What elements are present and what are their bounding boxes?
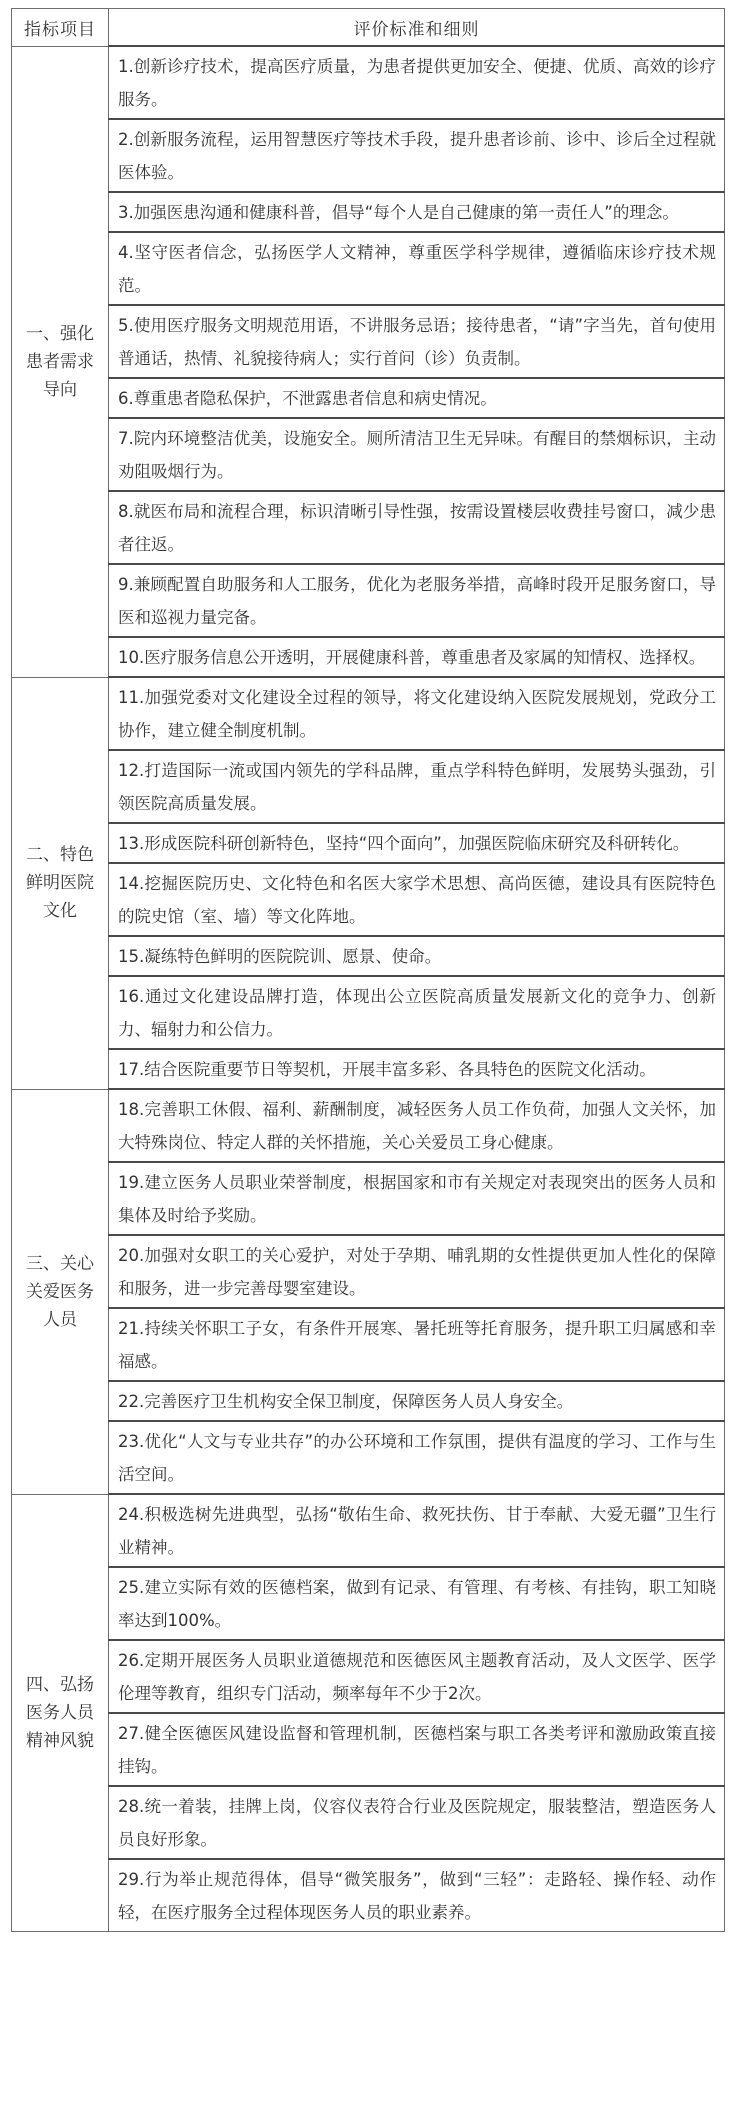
table-row xyxy=(12,119,725,192)
table-row xyxy=(12,750,725,823)
criteria-cell: 27.健全医德医风建设监督和管理机制，医德档案与职工各类考评和激励政策直接挂钩。 xyxy=(109,1713,725,1786)
criteria-cell: 11.加强党委对文化建设全过程的领导，将文化建设纳入医院发展规划，党政分工协作，建立健全制度机制。 xyxy=(109,677,725,750)
header-criteria: 评价标准和细则 xyxy=(109,9,725,47)
table-row xyxy=(12,1089,725,1162)
table-row xyxy=(12,1049,725,1089)
category-cell: 二、特色鲜明医院文化 xyxy=(12,677,109,1089)
table-row xyxy=(12,863,725,936)
table-row xyxy=(12,1786,725,1859)
criteria-cell: 4.坚守医者信念，弘扬医学人文精神，尊重医学科学规律，遵循临床诊疗技术规范。 xyxy=(109,232,725,305)
criteria-cell: 18.完善职工休假、福利、薪酬制度，减轻医务人员工作负荷，加强人文关怀，加大特殊岗位、特定人群的关怀措施，关心关爱员工身心健康。 xyxy=(109,1089,725,1162)
criteria-cell: 9.兼顾配置自助服务和人工服务，优化为老服务举措，高峰时段开足服务窗口，导医和巡视力量完备。 xyxy=(109,564,725,637)
category-cell: 一、强化患者需求导向 xyxy=(12,46,109,677)
criteria-cell: 23.优化“人文与专业共存”的办公环境和工作氛围，提供有温度的学习、工作与生活空间。 xyxy=(109,1421,725,1494)
criteria-cell: 16.通过文化建设品牌打造，体现出公立医院高质量发展新文化的竞争力、创新力、辐射力和公信力。 xyxy=(109,976,725,1049)
criteria-cell: 5.使用医疗服务文明规范用语，不讲服务忌语；接待患者，“请”字当先，首句使用普通话，热情、礼貌接待病人；实行首问（诊）负责制。 xyxy=(109,305,725,378)
criteria-cell: 14.挖掘医院历史、文化特色和名医大家学术思想、高尚医德，建设具有医院特色的院史馆（室、墙）等文化阵地。 xyxy=(109,863,725,936)
table-row xyxy=(12,637,725,677)
table-row xyxy=(12,564,725,637)
table-row xyxy=(12,418,725,491)
criteria-cell: 10.医疗服务信息公开透明，开展健康科普，尊重患者及家属的知情权、选择权。 xyxy=(109,637,725,677)
table-row xyxy=(12,1235,725,1308)
criteria-cell: 15.凝练特色鲜明的医院院训、愿景、使命。 xyxy=(109,936,725,976)
criteria-cell: 22.完善医疗卫生机构安全保卫制度，保障医务人员人身安全。 xyxy=(109,1381,725,1421)
evaluation-table xyxy=(11,8,725,1932)
table-row xyxy=(12,1859,725,1932)
header-indicator: 指标项目 xyxy=(12,9,109,47)
criteria-cell: 21.持续关怀职工子女，有条件开展寒、暑托班等托育服务，提升职工归属感和幸福感。 xyxy=(109,1308,725,1381)
criteria-cell: 24.积极选树先进典型，弘扬“敬佑生命、救死扶伤、甘于奉献、大爱无疆”卫生行业精神。 xyxy=(109,1494,725,1567)
criteria-cell: 3.加强医患沟通和健康科普，倡导“每个人是自己健康的第一责任人”的理念。 xyxy=(109,192,725,232)
table-row xyxy=(12,1713,725,1786)
table-row xyxy=(12,1162,725,1235)
header-row xyxy=(12,9,725,47)
category-cell: 三、关心关爱医务人员 xyxy=(12,1089,109,1494)
criteria-cell: 17.结合医院重要节日等契机，开展丰富多彩、各具特色的医院文化活动。 xyxy=(109,1049,725,1089)
criteria-cell: 20.加强对女职工的关心爱护，对处于孕期、哺乳期的女性提供更加人性化的保障和服务，进一步完善母婴室建设。 xyxy=(109,1235,725,1308)
table-body xyxy=(12,9,725,1932)
criteria-cell: 7.院内环境整洁优美，设施安全。厕所清洁卫生无异味。有醒目的禁烟标识，主动劝阻吸烟行为。 xyxy=(109,418,725,491)
table-row xyxy=(12,305,725,378)
table-row xyxy=(12,192,725,232)
table-row xyxy=(12,677,725,750)
criteria-cell: 13.形成医院科研创新特色，坚持“四个面向”，加强医院临床研究及科研转化。 xyxy=(109,823,725,863)
table-row xyxy=(12,1381,725,1421)
criteria-cell: 26.定期开展医务人员职业道德规范和医德医风主题教育活动，及人文医学、医学伦理等教育，组织专门活动，频率每年不少于2次。 xyxy=(109,1640,725,1713)
table-row xyxy=(12,1421,725,1494)
table-row xyxy=(12,232,725,305)
criteria-cell: 28.统一着装，挂牌上岗，仪容仪表符合行业及医院规定，服装整洁，塑造医务人员良好形象。 xyxy=(109,1786,725,1859)
criteria-cell: 2.创新服务流程，运用智慧医疗等技术手段，提升患者诊前、诊中、诊后全过程就医体验。 xyxy=(109,119,725,192)
table-row xyxy=(12,491,725,564)
criteria-cell: 25.建立实际有效的医德档案，做到有记录、有管理、有考核、有挂钩，职工知晓率达到100%。 xyxy=(109,1567,725,1640)
criteria-cell: 8.就医布局和流程合理，标识清晰引导性强，按需设置楼层收费挂号窗口，减少患者往返。 xyxy=(109,491,725,564)
criteria-cell: 19.建立医务人员职业荣誉制度，根据国家和市有关规定对表现突出的医务人员和集体及时给予奖励。 xyxy=(109,1162,725,1235)
table-row xyxy=(12,1494,725,1567)
criteria-cell: 1.创新诊疗技术，提高医疗质量，为患者提供更加安全、便捷、优质、高效的诊疗服务。 xyxy=(109,46,725,119)
table-row xyxy=(12,46,725,119)
category-cell: 四、弘扬医务人员精神风貌 xyxy=(12,1494,109,1932)
criteria-cell: 6.尊重患者隐私保护，不泄露患者信息和病史情况。 xyxy=(109,378,725,418)
criteria-cell: 29.行为举止规范得体，倡导“微笑服务”，做到“三轻”：走路轻、操作轻、动作轻，在医疗服务全过程体现医务人员的职业素养。 xyxy=(109,1859,725,1932)
table-row xyxy=(12,976,725,1049)
table-row xyxy=(12,823,725,863)
table-row xyxy=(12,1567,725,1640)
table-row xyxy=(12,936,725,976)
table-row xyxy=(12,1640,725,1713)
criteria-cell: 12.打造国际一流或国内领先的学科品牌，重点学科特色鲜明，发展势头强劲，引领医院高质量发展。 xyxy=(109,750,725,823)
table-row xyxy=(12,378,725,418)
table-row xyxy=(12,1308,725,1381)
